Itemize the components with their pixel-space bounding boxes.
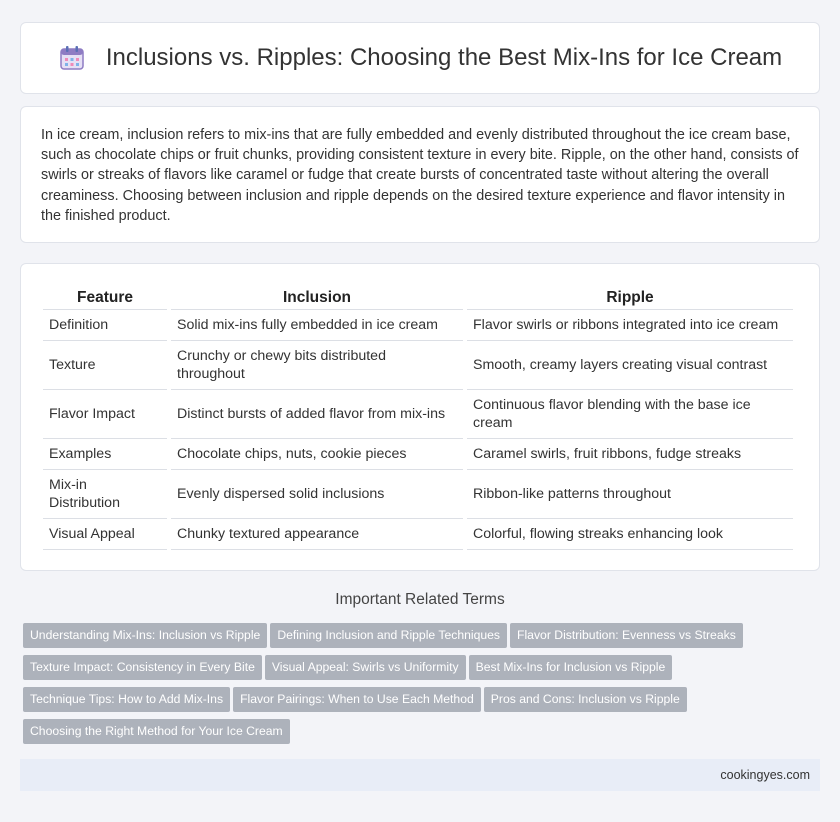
table-cell: Visual Appeal [43,519,167,550]
table-row [43,390,793,439]
related-tag[interactable]: Pros and Cons: Inclusion vs Ripple [484,687,687,712]
table-cell: Flavor swirls or ribbons integrated into ice cream [467,310,793,341]
related-tag[interactable]: Flavor Pairings: When to Use Each Method [233,687,481,712]
table-row [43,341,793,390]
table-cell: Texture [43,341,167,390]
header-feature: Feature [43,286,167,310]
footer [20,759,820,791]
table-cell: Solid mix-ins fully embedded in ice cream [171,310,463,341]
related-tag[interactable]: Flavor Distribution: Evenness vs Streaks [510,623,743,648]
related-terms-title: Important Related Terms [335,591,505,608]
table-row [43,470,793,519]
table-cell: Continuous flavor blending with the base ice cream [467,390,793,439]
related-tag[interactable]: Defining Inclusion and Ripple Techniques [270,623,507,648]
table-cell: Flavor Impact [43,390,167,439]
table-cell: Chunky textured appearance [171,519,463,550]
table-cell: Ribbon-like patterns throughout [467,470,793,519]
table-row [43,439,793,470]
intro-text: In ice cream, inclusion refers to mix-ins that are fully embedded and evenly distributed throughout the ice cream base, such as chocolate chips or fruit chunks, providing consistent texture in every bite. Ripple, on the other hand, consists of swirls or streaks of flavors like caramel or fudge that create bursts of concentrated taste without altering the overall creaminess. Choosing between inclusion and ripple depends on the desired texture experience and flavor intensity in the finished product. [41,127,799,224]
related-tag[interactable]: Best Mix-Ins for Inclusion vs Ripple [469,655,673,680]
table-cell: Smooth, creamy layers creating visual contrast [467,341,793,390]
related-tag[interactable]: Choosing the Right Method for Your Ice Cream [23,719,290,744]
header-card [20,22,820,94]
footer-site-link[interactable]: cookingyes.com [720,768,810,782]
comparison-table-card [20,263,820,571]
related-tag[interactable]: Visual Appeal: Swirls vs Uniformity [265,655,466,680]
table-cell: Distinct bursts of added flavor from mix-ins [171,390,463,439]
table-row [43,310,793,341]
comparison-table [39,286,797,550]
table-cell: Colorful, flowing streaks enhancing look [467,519,793,550]
related-tags [23,623,823,751]
related-tag[interactable]: Understanding Mix-Ins: Inclusion vs Ripple [23,623,267,648]
table-cell: Chocolate chips, nuts, cookie pieces [171,439,463,470]
intro-card [20,106,820,243]
table-cell: Definition [43,310,167,341]
table-cell: Mix-in Distribution [43,470,167,519]
related-tag[interactable]: Technique Tips: How to Add Mix-Ins [23,687,230,712]
page-title: Inclusions vs. Ripples: Choosing the Best Mix-Ins for Ice Cream [105,44,783,71]
header-ripple: Ripple [467,286,793,310]
table-cell: Caramel swirls, fruit ribbons, fudge streaks [467,439,793,470]
calendar-icon [58,44,86,72]
related-tag[interactable]: Texture Impact: Consistency in Every Bite [23,655,262,680]
table-row [43,519,793,550]
table-cell: Evenly dispersed solid inclusions [171,470,463,519]
table-header-row [43,286,793,310]
header-inclusion: Inclusion [171,286,463,310]
table-cell: Examples [43,439,167,470]
table-cell: Crunchy or chewy bits distributed throughout [171,341,463,390]
